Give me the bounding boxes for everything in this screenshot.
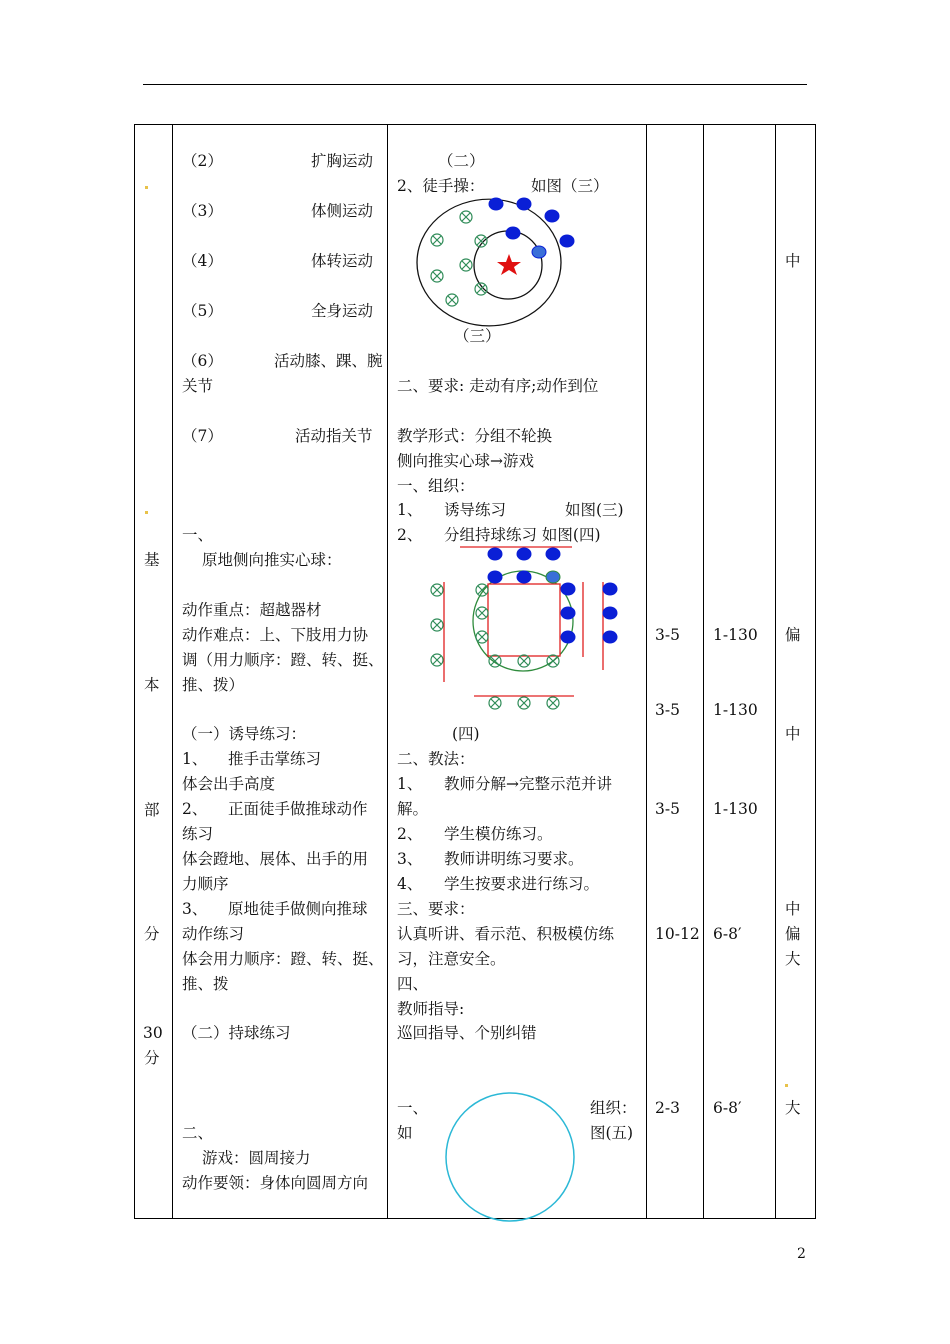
figure-reference: 图(五) — [590, 1124, 634, 1142]
repetitions: 3-5 — [655, 701, 680, 719]
requirement: 二、要求: 走动有序;动作到位 — [397, 377, 599, 395]
star-icon — [497, 254, 521, 275]
time: 1-130 — [713, 701, 758, 719]
section-number: 二、 — [182, 1124, 214, 1142]
header-rule — [143, 84, 807, 85]
org-item: 如 — [397, 1124, 413, 1142]
intensity: 中 — [785, 252, 801, 270]
section-number: 四、 — [397, 975, 429, 993]
method-item: 学生按要求进行练习。 — [444, 875, 600, 893]
exercise-number: （4） — [182, 252, 223, 270]
figure-caption: （二） — [438, 152, 485, 170]
figure-reference: 如图(三) — [565, 501, 624, 519]
org-number: 一、 — [397, 1099, 429, 1117]
intensity: 中 — [785, 900, 801, 918]
practice-note: 推、拨 — [182, 975, 229, 993]
practice-item: 练习 — [182, 825, 214, 843]
intensity: 偏 — [785, 925, 801, 943]
teaching-form: 教学形式：分组不轮换 — [397, 427, 553, 445]
exercise-name: 全身运动 — [311, 302, 374, 320]
org-number: 1、 — [397, 501, 423, 519]
intensity: 大 — [785, 950, 801, 968]
figure-caption: (四) — [452, 725, 480, 743]
marker-dot — [145, 186, 148, 189]
method-item: 学生模仿练习。 — [444, 825, 553, 843]
intensity: 偏 — [785, 626, 801, 644]
marker-dot — [785, 1084, 788, 1087]
section-number: 一、 — [182, 526, 214, 544]
method-number: 1、 — [397, 775, 423, 793]
relay-circle-diagram — [440, 1090, 580, 1225]
repetitions: 3-5 — [655, 626, 680, 644]
marker-dot — [145, 511, 148, 514]
org-item: 分组持球练习 如图(四) — [444, 526, 601, 544]
method-number: 4、 — [397, 875, 423, 893]
section-label: 部 — [144, 801, 160, 819]
item-title: 2、徒手操： — [397, 177, 485, 195]
exercise-name: 体侧运动 — [311, 202, 374, 220]
time: 1-130 — [713, 800, 758, 818]
exercise-number: （7） — [182, 427, 223, 445]
practice-note: 体会出手高度 — [182, 775, 276, 793]
practice-item: 动作练习 — [182, 925, 245, 943]
formation-diagram-4 — [420, 545, 625, 715]
exercise-number: （3） — [182, 202, 223, 220]
method-number: 2、 — [397, 825, 423, 843]
practice-number: 1、 — [182, 750, 208, 768]
intensity: 大 — [785, 1099, 801, 1117]
method-title: 二、教法： — [397, 750, 475, 768]
exercise-name: 关节 — [182, 377, 214, 395]
figure-caption: （三） — [454, 327, 501, 345]
difficulty: 调（用力顺序：蹬、转、挺、 — [182, 651, 384, 669]
subsection-title: （一）诱导练习： — [182, 725, 307, 743]
exercise-number: （2） — [182, 152, 223, 170]
requirement-title: 三、要求： — [397, 900, 475, 918]
teaching-flow: 侧向推实心球→游戏 — [397, 452, 534, 470]
org-item: 组织： — [590, 1099, 637, 1117]
method-item: 解。 — [397, 800, 429, 818]
method-item: 教师讲明练习要求。 — [444, 850, 584, 868]
column-divider — [387, 124, 388, 1219]
practice-number: 3、 — [182, 900, 208, 918]
column-divider — [646, 124, 647, 1219]
exercise-name: 扩胸运动 — [311, 152, 374, 170]
organisation-title: 一、组织： — [397, 477, 475, 495]
exercise-name: 体转运动 — [311, 252, 374, 270]
section-label: 分 — [144, 925, 160, 943]
guidance: 巡回指导、个别纠错 — [397, 1024, 537, 1042]
action-essentials: 动作要领：身体向圆周方向 — [182, 1174, 369, 1192]
org-number: 2、 — [397, 526, 423, 544]
time: 1-130 — [713, 626, 758, 644]
formation-diagram-3 — [420, 195, 590, 330]
method-item: 教师分解→完整示范并讲 — [444, 775, 612, 793]
practice-item: 正面徒手做推球动作 — [228, 800, 368, 818]
section-title: 游戏：圆周接力 — [202, 1149, 311, 1167]
section-label: 本 — [144, 676, 160, 694]
time: 6-8′ — [713, 1099, 742, 1117]
section-duration: 分 — [144, 1049, 160, 1067]
practice-note: 体会用力顺序：蹬、转、挺、 — [182, 950, 384, 968]
time: 6-8′ — [713, 925, 742, 943]
column-divider — [703, 124, 704, 1219]
repetitions: 10-12 — [655, 925, 700, 943]
practice-item: 推手击掌练习 — [228, 750, 322, 768]
figure-reference: 如图（三） — [531, 177, 609, 195]
key-point: 动作重点：超越器材 — [182, 601, 322, 619]
difficulty: 动作难点：上、下肢用力协 — [182, 626, 369, 644]
exercise-name: 活动膝、踝、腕 — [274, 352, 383, 370]
method-number: 3、 — [397, 850, 423, 868]
exercise-name: 活动指关节 — [295, 427, 373, 445]
subsection-title: （二）持球练习 — [182, 1024, 291, 1042]
practice-item: 原地徒手做侧向推球 — [228, 900, 368, 918]
column-divider — [775, 124, 776, 1219]
exercise-number: （6） — [182, 352, 223, 370]
column-divider — [172, 124, 173, 1219]
section-label: 基 — [144, 551, 160, 569]
requirement: 认真听讲、看示范、积极模仿练 — [397, 925, 615, 943]
repetitions: 2-3 — [655, 1099, 680, 1117]
section-title: 原地侧向推实心球： — [202, 551, 342, 569]
guidance-title: 教师指导: — [397, 1000, 465, 1018]
practice-note: 力顺序 — [182, 875, 229, 893]
org-item: 诱导练习 — [444, 501, 507, 519]
section-duration: 30 — [143, 1024, 163, 1042]
repetitions: 3-5 — [655, 800, 680, 818]
intensity: 中 — [785, 725, 801, 743]
difficulty: 推、拨） — [182, 676, 245, 694]
requirement: 习，注意安全。 — [397, 950, 506, 968]
practice-note: 体会蹬地、展体、出手的用 — [182, 850, 369, 868]
practice-number: 2、 — [182, 800, 208, 818]
exercise-number: （5） — [182, 302, 223, 320]
page-number: 2 — [797, 1246, 806, 1262]
